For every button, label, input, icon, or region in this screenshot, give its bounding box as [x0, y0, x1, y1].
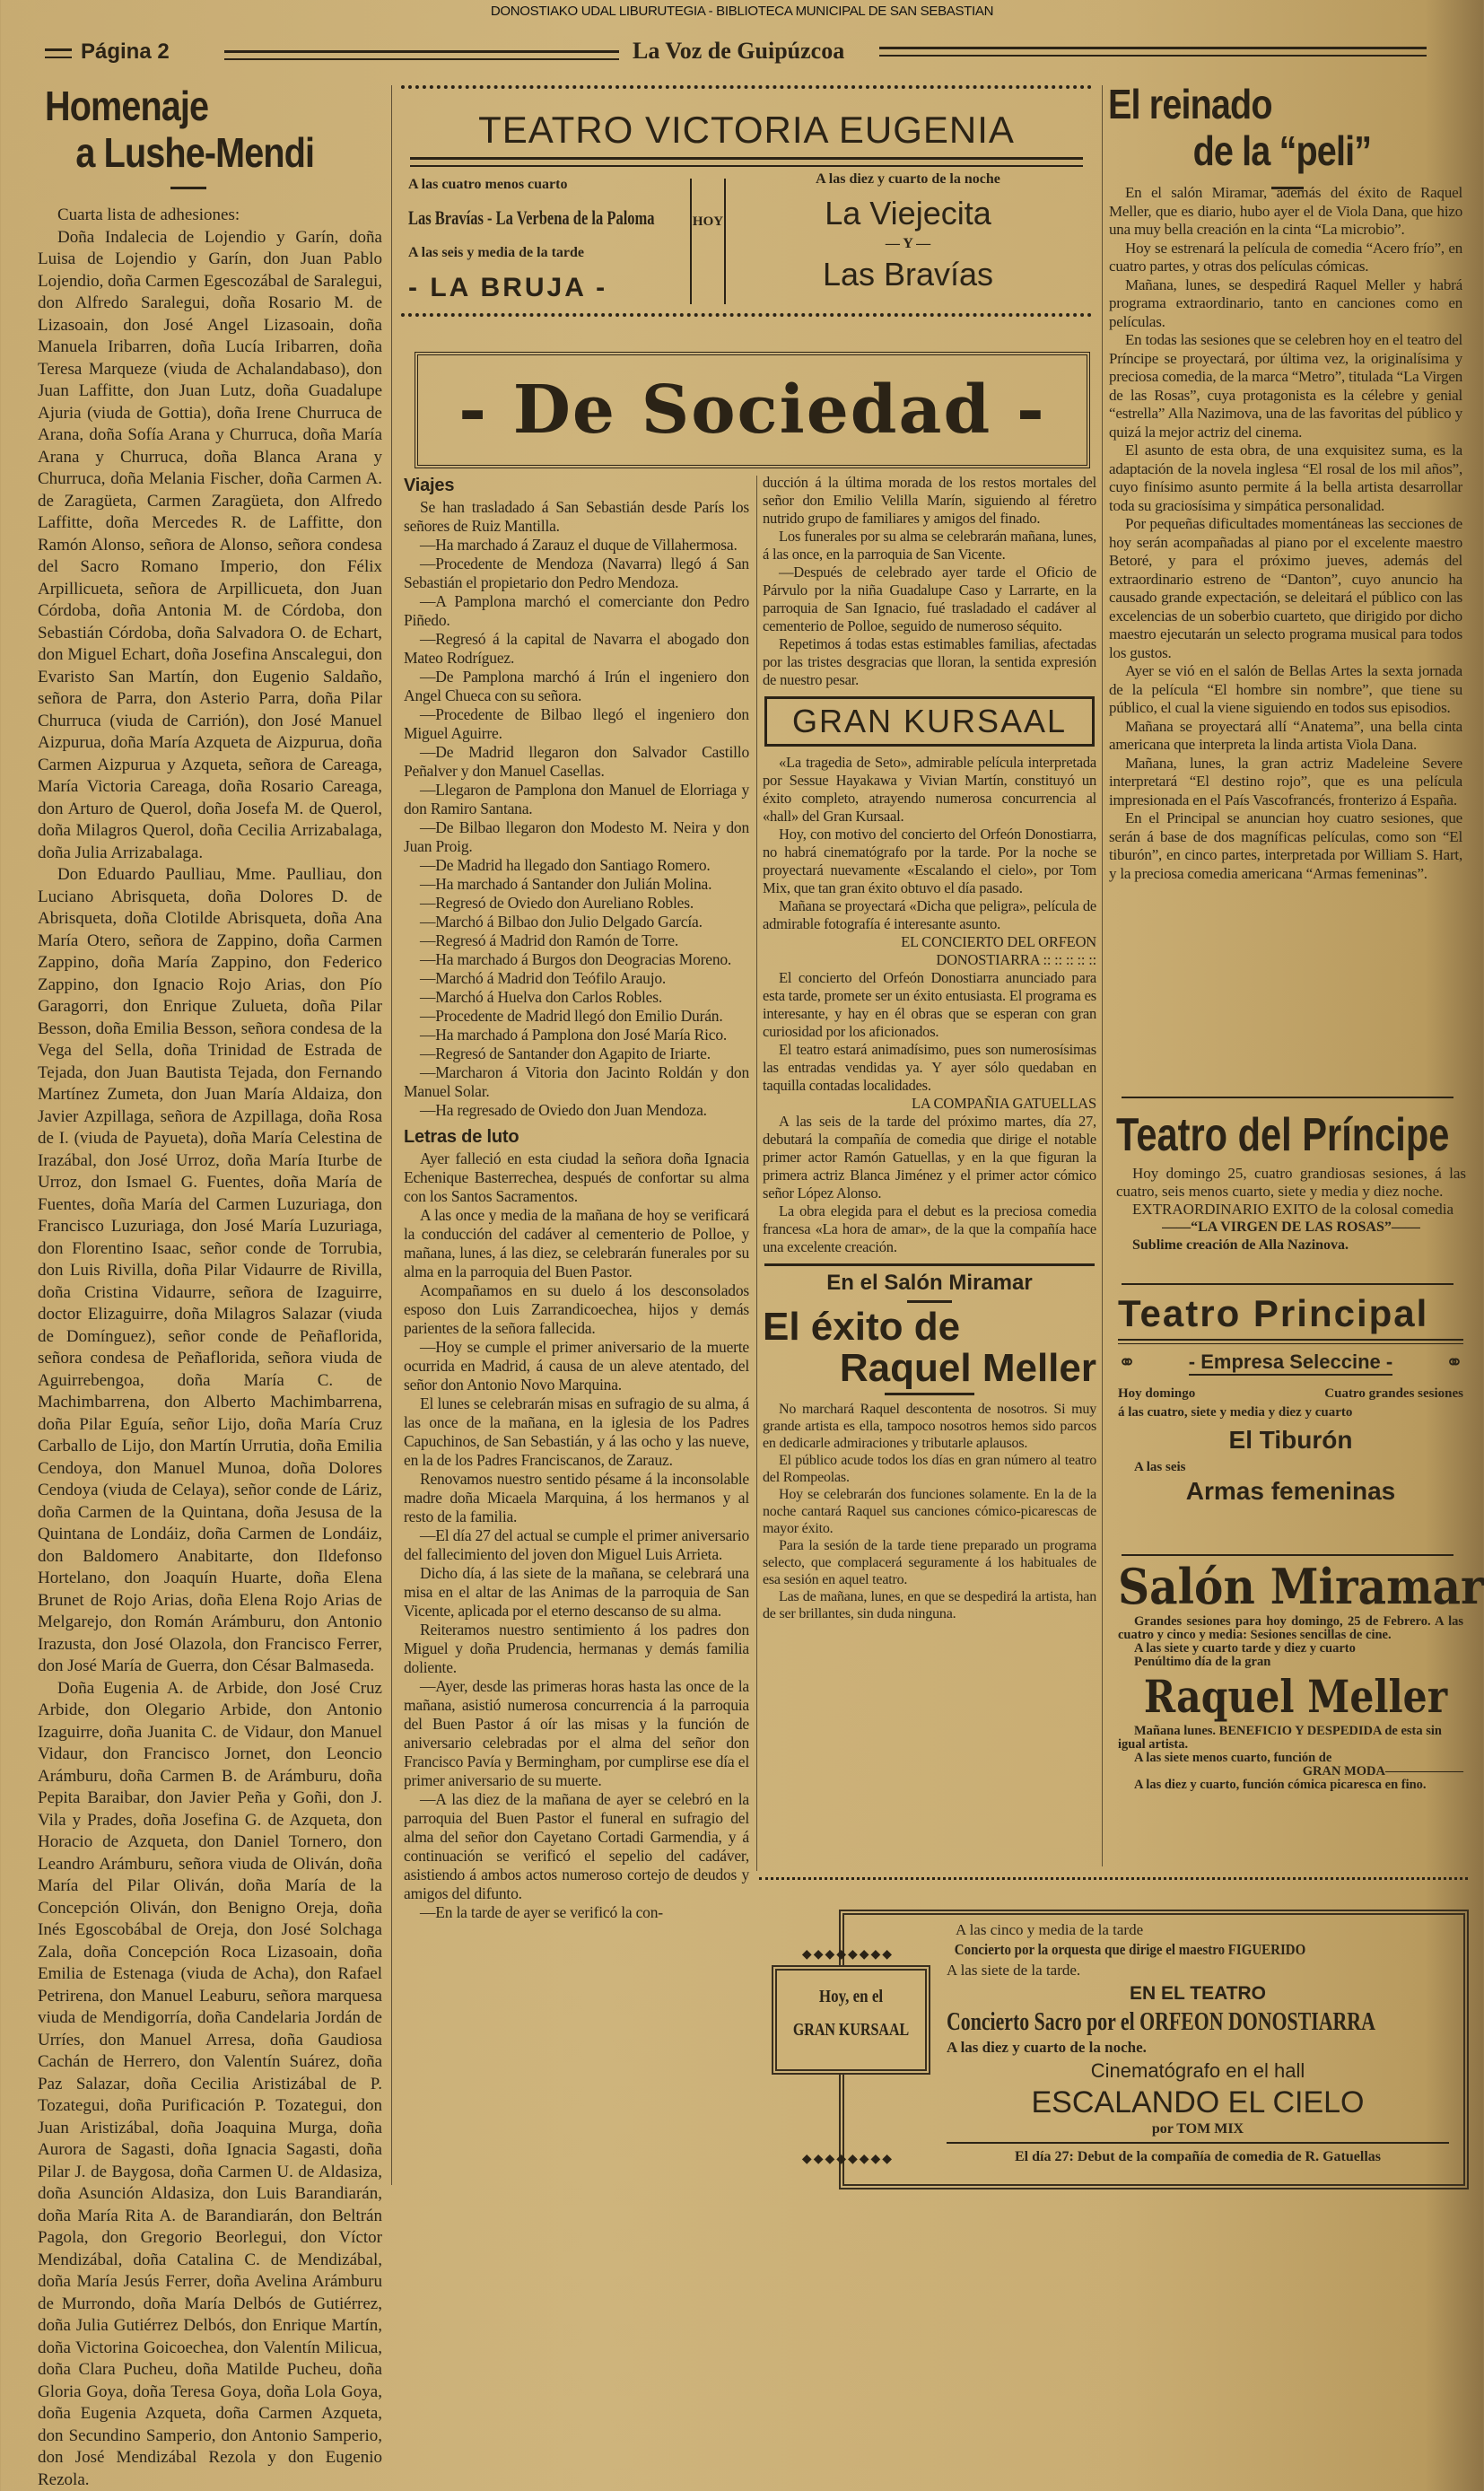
- paragraph: Doña Eugenia A. de Arbide, don José Cruz Arbide, don Olegario Arbide, don Antonio Izaguirre, doña Juanita C. de Vidaur, don Manuel Vidaur, don Francisco Jornet, don Leoncio Arámburu, doña Carmen B. de Arámburu, doña Pepita Baraibar, don Javier Peña y Goñi, don J. Vila y Prades, doña Josefina G. de Azqueta, don Horacio de Azqueta, don Daniel Tornero, don Leandro Arámburu, señora viuda de Oliván, doña María del Pilar Oliván, doña María de la Concepción Oliván, don Benigno Oreja, doña Inés Egoscobábal de Oreja, don José Solchaga Zala, doña Concepción Roca Lizasoain, doña Emilia de Estenaga (viuda de Acha), don Rafael Petrirena, don Manuel Leaburu, señora marquesa viuda de Mendigorría, doña Candelaria Jordán de Urríes, don Manuel Arresa, doña Gaudiosa Cachán de Herrero, don Valentín Suárez, doña Paz Salazar, doña Cecilia Aristizábal de P. Tozategui, doña Purificación P. Tozategui, don Juan Aristizábal, doña Joaquina Murga, doña Aurora de Sagasti, doña Ignacia Sagasti, doña Pilar J. de Baygosa, doña Carmen U. de Aldasiza, doña Asunción Aldasiza, don Luis Barandiarán, doña María Rita A. de Barandiarán, don Beltrán Pagola, don Gregorio Beorlegui, don Víctor Mendizábal, doña Catalina C. de Mendizábal, doña María Jesús Ferrer, doña Avelina Arámburu de Murrondo, doña María Delbós de Gutiérrez, doña Julia Gutiérrez Delbós, don Enrique Martín, doña Victorina Goicoechea, don Valentín Milicua, doña Clara Pucheu, doña Matilde Pucheu, doña Gloria Goya, doña Teresa Goya, doña Lola Goya, doña Eugenia Azqueta, doña Carmen Azqueta, don Secundino Samperio, don Antonio Samperio, don José Mendizábal Rezola y don Eugenio Rezola.: [38, 1678, 382, 2491]
- film-title: ESCALANDO EL CIELO: [947, 2085, 1449, 2120]
- paragraph: Las de mañana, lunes, en que se despedirá la artista, han de ser brillantes, sin duda ninguna.: [763, 1588, 1096, 1622]
- paragraph: —Marchó á Bilbao don Julio Delgado García.: [404, 913, 749, 931]
- ad-text: Hoy domingo 25, cuatro grandiosas sesiones, á las cuatro, seis menos cuarto, siete y media y diez noche.: [1116, 1165, 1466, 1201]
- ad-text: Mañana lunes. BENEFICIO Y DESPEDIDA de esta sin igual artista.: [1118, 1725, 1463, 1752]
- paragraph: Cuarta lista de adhesiones:: [38, 205, 382, 227]
- divider: [764, 1263, 1095, 1266]
- paragraph: —A Pamplona marchó el comerciante don Pedro Piñedo.: [404, 592, 749, 630]
- paragraph: Para la sesión de la tarde tiene preparado un programa selecto, que complacerá seguramente á los habituales de esa sesión en aquel teatro.: [763, 1537, 1096, 1588]
- paragraph: En el salón Miramar, además del éxito de Raquel Meller, que es diario, hubo ayer el de Viola Dana, que hizo una muy bella creación en la cinta “La microbio”.: [1109, 184, 1462, 240]
- show-time: A las seis y media de la tarde: [408, 242, 677, 264]
- paragraph: Reiteramos nuestro sentimiento á los padres don Miguel y doña Prudencia, hermanas y demás familia doliente.: [404, 1621, 749, 1677]
- show-title: Las Bravías: [733, 256, 1083, 293]
- headline-line: de la “peli”: [1108, 127, 1417, 174]
- headline-line: Raquel Meller: [763, 1348, 1096, 1389]
- ad-text: Hoy, en el: [788, 1987, 913, 2007]
- paragraph: —A las diez de la mañana de ayer se celebró en la parroquia del Buen Pastor el funeral en sufragio del alma del señor don Cayetano Cortadi Garmendia, y á continuación se verificó el sepelio del cadáver, asistiendo á ambos actos numeroso cortejo de deudos y amigos del difunto.: [404, 1790, 749, 1903]
- paragraph: El lunes se celebrarán misas en sufragio de su alma, á las once de la mañana, en la iglesia de los Padres Capuchinos, de San Sebastián, y á las ocho y las nueve, en la de los Padres Franciscanos, de Zarauz.: [404, 1394, 749, 1470]
- paragraph: Mañana se proyectará allí “Anatema”, una bella cinta americana que interpreta la linda artista Viola Dana.: [1109, 718, 1462, 755]
- paragraph: Hoy, con motivo del concierto del Orfeón Donostiarra, no habrá cinematógrafo por la tarde. Por la noche se proyectará nuevamente «Escalando el cielo», por Tom Mix, que tan gran éxito obtuvo el día pasado.: [763, 826, 1096, 897]
- ornament-icon: ◆◆◆◆◆◆◆◆: [790, 1947, 906, 1962]
- ad-text: Sublime creación de Alla Nazinova.: [1116, 1237, 1466, 1254]
- paragraph: La obra elegida para el debut es la preciosa comedia francesa «La hora de amar», de la que la compañía hace una excelente creación.: [763, 1202, 1096, 1256]
- hoy-divider: [690, 179, 726, 304]
- kursaal-ad-sidebox: [772, 1965, 930, 2075]
- header-rule: [45, 48, 72, 58]
- paragraph: —Llegaron de Pamplona don Manuel de Elorriaga y don Ramiro Santana.: [404, 781, 749, 818]
- luto-heading: Letras de luto: [404, 1127, 749, 1148]
- paragraph: ducción á la última morada de los restos mortales del señor don Emilio Velilla Marín, siguiendo al féretro nutrido grupo de familiares y amigos del finado.: [763, 474, 1096, 528]
- header-rule: [879, 47, 1427, 57]
- show-time: A las diez y cuarto de la noche: [733, 171, 1083, 188]
- ad-text: EXTRAORDINARIO EXITO de la colosal comedia: [1116, 1201, 1466, 1219]
- divider: [1118, 1339, 1463, 1344]
- show-title: La Viejecita: [733, 195, 1083, 232]
- divider: [1122, 1283, 1453, 1285]
- header-rule: [224, 50, 619, 60]
- newspaper-name: La Voz de Guipúzcoa: [633, 38, 844, 65]
- ad-text: Grandes sesiones para hoy domingo, 25 de Febrero. A las cuatro y cinco y media: Sesiones sencillas de cine.: [1118, 1615, 1463, 1642]
- paragraph: —Hoy se cumple el primer aniversario de la muerte ocurrida en Madrid, á causa de un aleve atentado, del señor don Antonio Novo Marquina.: [404, 1338, 749, 1394]
- headline-line: El reinado: [1108, 81, 1417, 127]
- paragraph: —De Madrid ha llegado don Santiago Romero.: [404, 856, 749, 875]
- divider: [907, 1300, 952, 1303]
- running-header: [45, 39, 1427, 70]
- paragraph: —Regresó de Santander don Agapito de Iriarte.: [404, 1044, 749, 1063]
- paragraph: Mañana se proyectará «Dicha que peligra», película de admirable fotografía é interesante asunto.: [763, 897, 1096, 933]
- paragraph: —Procedente de Madrid llegó don Emilio Durán.: [404, 1007, 749, 1026]
- ad-text: A las seis: [1134, 1460, 1463, 1475]
- paragraph: Hoy se celebrarán dos funciones solamente. En la de la noche cantará Raquel sus canciones cómico-picarescas de mayor éxito.: [763, 1486, 1096, 1537]
- divider: [947, 2142, 1449, 2144]
- paragraph: Hoy se estrenará la película de comedia “Acero frío”, en cuatro partes, y otras dos películas cómicas.: [1109, 240, 1462, 276]
- ad-text: A las siete de la tarde.: [947, 1961, 1449, 1980]
- sociedad-banner: [415, 352, 1090, 468]
- rings-icon: ⚭: [1445, 1350, 1463, 1376]
- paragraph: A las once y media de la mañana de hoy se verificará la conducción del cadáver al cementerio de Polloe, y mañana, lunes, á las diez, se celebrarán funerales por su alma en la parroquia del Buen Pastor.: [404, 1206, 749, 1281]
- headline-line: Homenaje: [45, 83, 338, 129]
- kursaal-heading: GRAN KURSAAL: [767, 699, 1092, 744]
- ad-text: Concierto por la orquesta que dirige el maestro FIGUERIDO: [947, 1939, 1389, 1961]
- column-rule: [391, 85, 392, 2185]
- paragraph: Se han trasladado á San Sebastián desde París los señores de Ruiz Mantilla.: [404, 498, 749, 536]
- paragraph: —De Bilbao llegaron don Modesto M. Neira y don Juan Proig.: [404, 818, 749, 856]
- divider: [170, 187, 206, 189]
- ad-text: A las siete menos cuarto, función de: [1118, 1752, 1463, 1765]
- ad-title: Teatro del Príncipe: [1116, 1106, 1396, 1165]
- ad-left-block: [408, 174, 677, 303]
- paragraph: —Procedente de Mendoza (Navarra) llegó á San Sebastián el propietario don Pedro Mendoza.: [404, 555, 749, 592]
- column-3: [763, 474, 1096, 1622]
- show-time: A las cuatro menos cuarto: [408, 174, 677, 196]
- kursaal-heading-box: [764, 696, 1095, 747]
- paragraph: A las seis de la tarde del próximo martes, día 27, debutará la compañía de comedia que dirige el notable primer actor Ramón Gatuellas, y en la que figuran la primera actriz Blanca Jiménez y el primer actor cómico señor López Alonso.: [763, 1113, 1096, 1202]
- miramar-article-body: [763, 1401, 1096, 1622]
- paragraph: —En la tarde de ayer se verificó la con-: [404, 1903, 749, 1922]
- ad-text: Concierto Sacro por el ORFEON DONOSTIARRA: [947, 2007, 1339, 2038]
- ad-text: El día 27: Debut de la compañía de comedia de R. Gatuellas: [947, 2147, 1449, 2167]
- column-rule: [756, 476, 757, 1871]
- archive-header: DONOSTIAKO UDAL LIBURUTEGIA - BIBLIOTECA MUNICIPAL DE SAN SEBASTIAN: [0, 4, 1484, 19]
- paragraph: El asunto de esta obra, de una exquisitez suma, es la adaptación de la novela inglesa “El rosal de los mil años”, cuyo finísimo asunto permite á la bella artista desarrollar toda su graciosísima y simpática personalidad.: [1109, 441, 1462, 515]
- divider: [1122, 1097, 1453, 1098]
- section-title: - De Sociedad -: [418, 355, 1087, 465]
- paragraph: —Ha marchado á Zarauz el duque de Villahermosa.: [404, 536, 749, 555]
- paragraph: —Ha regresado de Oviedo don Juan Mendoza.: [404, 1101, 749, 1120]
- paragraph: «La tragedia de Seto», admirable película interpretada por Sessue Hayakawa y Vivian Martín, constituyó un éxito completo, atrayendo numerosa concurrencia al «hall» del Gran Kursaal.: [763, 754, 1096, 826]
- paragraph: En todas las sesiones que se celebren hoy en el teatro del Príncipe se proyectará, por última vez, la originalísima y preciosa comedia, de la marca “Metro”, titulada “La Virgen de las Rosas”, cuya protagonista es la célebre y genial “estrella” Alla Nazimova, una de las favoritas del público y quizá la mejor actriz del cinema.: [1109, 331, 1462, 441]
- ornament-icon: ◆◆◆◆◆◆◆◆: [790, 2152, 906, 2167]
- paragraph: —Ha marchado á Burgos don Deogracias Moreno.: [404, 950, 749, 969]
- film-title: Armas femeninas: [1118, 1477, 1463, 1506]
- divider: [410, 157, 1083, 167]
- paragraph: El concierto del Orfeón Donostiarra anunciado para esta tarde, promete ser un éxito entusiasta. El programa es interesante, y hay en él obras que se esperan con gran curiosidad por los aficionados.: [763, 969, 1096, 1041]
- paragraph: —Marcharon á Vitoria don Jacinto Roldán y don Manuel Solar.: [404, 1063, 749, 1101]
- ad-text: Cinematógrafo en el hall: [947, 2058, 1449, 2085]
- paragraph: —Procedente de Bilbao llegó el ingeniero don Miguel Aguirre.: [404, 705, 749, 743]
- empresa-label: - Empresa Seleccine -: [1189, 1350, 1392, 1376]
- subheading: EL CONCIERTO DEL ORFEON DONOSTIARRA :: :: :: :: ::: [763, 933, 1096, 969]
- paragraph: En el Principal se anuncian hoy cuatro sesiones, que serán á base de dos magníficas películas, como son “El tiburón”, en cinco partes, interpretada por William S. Hart, y la preciosa comedia americana “Armas femeninas”.: [1109, 809, 1462, 883]
- paragraph: —Marchó á Huelva don Carlos Robles.: [404, 988, 749, 1007]
- ad-text: EN EL TEATRO: [947, 1980, 1449, 2007]
- show-title: Las Bravías - La Verbena de la Paloma: [408, 206, 610, 230]
- paragraph: —Marchó á Madrid don Teófilo Araujo.: [404, 969, 749, 988]
- ad-text: GRAN MODA——————: [1118, 1765, 1463, 1779]
- page-number: Página 2: [81, 39, 170, 65]
- salon-miramar-ad: [1118, 1558, 1463, 1792]
- paragraph: Dicho día, á las siete de la mañana, se celebrará una misa en el altar de las Animas de la parroquia de San Vicente, aplicada por el eterno descanso de su alma.: [404, 1564, 749, 1621]
- homenaje-body: [38, 205, 382, 2491]
- ad-text: Cuatro grandes sesiones: [1324, 1386, 1463, 1402]
- film-title: El Tiburón: [1118, 1426, 1463, 1455]
- divider: [759, 1877, 1468, 1882]
- ad-title: Teatro Principal: [1118, 1289, 1463, 1339]
- principe-ad: [1116, 1106, 1466, 1254]
- paragraph: Ayer falleció en esta ciudad la señora doña Ignacia Echenique Basterrechea, después de confortar su alma con los Santos Sacramentos.: [404, 1149, 749, 1206]
- paragraph: Renovamos nuestro sentido pésame á la inconsolable madre doña Micaela Marquina, á los hermanos y al resto de la familia.: [404, 1470, 749, 1526]
- ad-text: A las diez y cuarto, función cómica picaresca en fino.: [1118, 1779, 1463, 1792]
- paragraph: Mañana, lunes, la gran actriz Madeleine Severe interpretará “El destino rojo”, que es una película impresionada en el País Vascofrancés, fronterizo á España.: [1109, 755, 1462, 810]
- divider: [1122, 1554, 1453, 1556]
- paragraph: —Regresó de Oviedo don Aureliano Robles.: [404, 894, 749, 913]
- teatro-victoria-ad: [401, 85, 1092, 317]
- principal-ad: [1118, 1289, 1463, 1506]
- ad-text: Hoy domingo: [1118, 1386, 1195, 1402]
- paragraph: —Regresó á la capital de Navarra el abogado don Mateo Rodríguez.: [404, 630, 749, 668]
- paragraph: Ayer se vió en el salón de Bellas Artes la sexta jornada de la película “El hombre sin nombre”, que tiene su público, el cual la viene siguiendo en todos sus episodios.: [1109, 662, 1462, 718]
- paragraph: Los funerales por su alma se celebrarán mañana, lunes, á las once, en la parroquia de San Vicente.: [763, 528, 1096, 564]
- paragraph: Acompañamos en su duelo á los desconsolados esposo don Luis Zarrandicoechea, hijos y demás parientes de la señora fallecida.: [404, 1281, 749, 1338]
- star-name: Raquel Meller: [1144, 1669, 1437, 1725]
- paragraph: —Después de celebrado ayer tarde el Oficio de Párvulo por la niña Guadalupe Caso y Larrarte, en la parroquia de San Ignacio, fué trasladado el cadáver al cementerio de Polloe, seguido de numeroso séquito.: [763, 564, 1096, 635]
- ad-text: por TOM MIX: [947, 2120, 1449, 2138]
- paragraph: El público acude todos los días en gran número al teatro del Rompeolas.: [763, 1452, 1096, 1486]
- separator: — Y —: [733, 236, 1083, 252]
- rings-icon: ⚭: [1118, 1350, 1136, 1376]
- sociedad-column: [404, 472, 749, 1922]
- viajes-heading: Viajes: [404, 476, 749, 496]
- hoy-label: HOY: [692, 214, 724, 230]
- paragraph: El teatro estará animadísimo, pues son numerosísimas las entradas vendidas ya. Y ayer sólo quedaban en taquilla contadas localidades.: [763, 1041, 1096, 1095]
- paragraph: —Ha marchado á Pamplona don José María Rico.: [404, 1026, 749, 1044]
- kursaal-ad-body: [947, 1920, 1449, 2167]
- column-rule: [1102, 85, 1103, 1866]
- ad-text: Penúltimo día de la gran: [1118, 1656, 1463, 1669]
- ad-text: A las diez y cuarto de la noche.: [947, 2038, 1449, 2058]
- headline-line: a Lushe-Mendi: [45, 129, 338, 176]
- kicker: En el Salón Miramar: [763, 1270, 1096, 1297]
- paragraph: Repetimos á todas estas estimables familias, afectadas por las tristes desgracias que lloran, la sentida expresión de nuestro pesar.: [763, 635, 1096, 689]
- ad-text: GRAN KURSAAL: [792, 2020, 911, 2041]
- paragraph: —El día 27 del actual se cumple el primer aniversario del fallecimiento del joven don Miguel Luis Arrieta.: [404, 1526, 749, 1564]
- ad-right-block: [733, 171, 1083, 293]
- paragraph: Por pequeñas dificultades momentáneas las secciones de hoy serán acompañadas al piano por el excelente maestro Betoré, y para el próximo jueves, además del extraordinario estreno de “Danton”, cuyo anuncio ha causado grande expectación, se deleitará el público con las excelencias de un soberbio cuarteto, que dirigido por dicho maestro ejecutarán un selecto programa musical para todos los gustos.: [1109, 515, 1462, 662]
- paragraph: —Ha marchado á Santander don Julián Molina.: [404, 875, 749, 894]
- paragraph: —De Madrid llegaron don Salvador Castillo Peñalver y don Manuel Casellas.: [404, 743, 749, 781]
- subheading: LA COMPAÑIA GATUELLAS: [763, 1095, 1096, 1113]
- ad-title: TEATRO VICTORIA EUGENIA: [401, 109, 1092, 152]
- ad-text: A las cinco y media de la tarde: [947, 1920, 1449, 1939]
- paragraph: Doña Indalecia de Lojendio y Garín, doña Luisa de Lojendio y Garín, don Juan Pablo Lojendio, doña Carmen Egescozábal de Saralegui, don Alfredo Saralegui, doña Rosario M. de Lizasoain, don José Angel Lizasoain, doña Manuela Iribarren, doña Lucía Iribarren, doña Teresa Marqueze (viuda de Achalandabaso), don Juan Laffitte, don Juan Lutz, doña Guadalupe Ajuria (viuda de Gottia), doña Irene Churruca de Arana, doña Sofía Arana y Churruca, doña María Arana y Churruca, doña Blanca Arana y Churruca, doña Melania Fischer, doña Carmen A. de Zaragüeta, Carmen Zaragüeta, don Alfredo Laffitte, doña Mercedes R. de Laffitte, don Ramón Alonso, señora de Alonso, señora condesa del Sacro Romano Imperio, don Félix Arpillicueta, señora de Arpillicueta, don Juan Córdoba, doña Antonia M. de Córdoba, don Sebastián Córdoba, doña Salvadora O. de Echart, don Miguel Echart, doña Josefina Anscalegui, don Evaristo San Martín, don Eugenio Saldaño, señora de Parra, don Asterio Parra, doña Pilar Churruca (viuda de Carrión), don José Manuel Aizpurua, doña María Azqueta de Aizpurua, doña Carmen Aizpurua y Azqueta, señora de Careaga, María Victoria Careaga, doña Rosario Careaga, don Arturo de Querol, doña Josefa M. de Querol, doña Milagros Querol, doña Cecilia Arrizabalaga, doña Julia Arrizabalaga.: [38, 227, 382, 865]
- paragraph: —De Pamplona marchó á Irún el ingeniero don Angel Chueca con su señora.: [404, 668, 749, 705]
- paragraph: Mañana, lunes, se despedirá Raquel Meller y habrá programa extraordinario, tanto en canciones como en películas.: [1109, 276, 1462, 332]
- paragraph: No marchará Raquel descontenta de nosotros. Si muy grande artista es ella, tampoco nosotros hemos sido parcos en dedicarle admiraciones y tributarle aplausos.: [763, 1401, 1096, 1452]
- headline-line: El éxito de: [763, 1307, 1096, 1348]
- ad-title: Salón Miramar: [1118, 1558, 1429, 1615]
- show-title: - LA BRUJA -: [408, 273, 677, 303]
- ad-text: á las cuatro, siete y media y diez y cuarto: [1118, 1405, 1463, 1420]
- ad-text: A las siete y cuarto tarde y diez y cuarto: [1118, 1642, 1463, 1656]
- homenaje-headline: [45, 83, 386, 189]
- paragraph: —Regresó á Madrid don Ramón de Torre.: [404, 931, 749, 950]
- film-title: ——“LA VIRGEN DE LAS ROSAS”——: [1116, 1219, 1466, 1237]
- paragraph: —Ayer, desde las primeras horas hasta las once de la mañana, asistió numerosa concurrencia á la parroquia del Buen Pastor á oír las misas y la función de aniversario celebradas por el alma del señor don Francisco Pavía y Bermingham, por cumplirse ese día el primer aniversario de su muerte.: [404, 1677, 749, 1790]
- reinado-body: [1109, 184, 1462, 883]
- paragraph: Don Eduardo Paulliau, Mme. Paulliau, don Luciano Abrisqueta, doña Dolores D. de Abrisqueta, doña Clotilde Abrisqueta, doña Ana María Otero, señora de Zappino, doña Carmen Zappino, doña María Zappino, don Federico Zappino, don Ignacio Rojo Arias, don Pío Garagorri, don Enrique Zulueta, doña Pilar Besson, doña Emilia Besson, señora condesa de la Vega del Sella, doña Trinidad de Estrada de Tejada, don Juan Bautista Tejada, don Fernando Martínez Zumeta, don Juan María Aldaiza, don Javier Azpillaga, señora de Azpillaga, doña Rosa de I. (viuda de Payueta), doña María Celestina de Irazábal, don José Urroz, doña María Iturbe de Urroz, don Ismael G. Fuentes, doña María de Fuentes, doña María del Carmen Luzuriaga, don Francisco Luzuriaga, don José María Luzuriaga, don Florentino Isaac, señor conde de Torrubia, don Luis Rivilla, doña Pilar Vidaurre de Rivilla, doña Cristina Vidaurre, señora de Izaguirre, doctor Elizaguirre, doña Milagros Salazar (viuda de Domínguez), señor conde de Peñaflorida, señora condesa de Peñaflorida, señora viuda de Aguirrebengoa, doña María C. de Machimbarrena, don Alberto Machimbarrena, doña Pilar Eguía, señor Lijo, doña María Cruz Carballo de Lijo, don Martín Urrutia, doña Emilia Cendoya, don Manuel Munoa, doña Dolores Cendoya (viuda de Celaya), señor conde de Láriz, doña Carmen de la Quintana, doña Jesusa de la Quintana de Londáiz, doña Carmen de Londáiz, don Baldomero Anabitarte, don Ildefonso Hortelano, don Joaquín Huarte, doña Elena Brunet de Rojo Arias, doña Elena Rojo Arias de Melgarejo, don Román Arámburu, don Antonio Irazusta, don José Olazola, don Francisco Ferrer, don José María de Guerra, don César Balmaseda.: [38, 864, 382, 1678]
- divider: [885, 1393, 974, 1395]
